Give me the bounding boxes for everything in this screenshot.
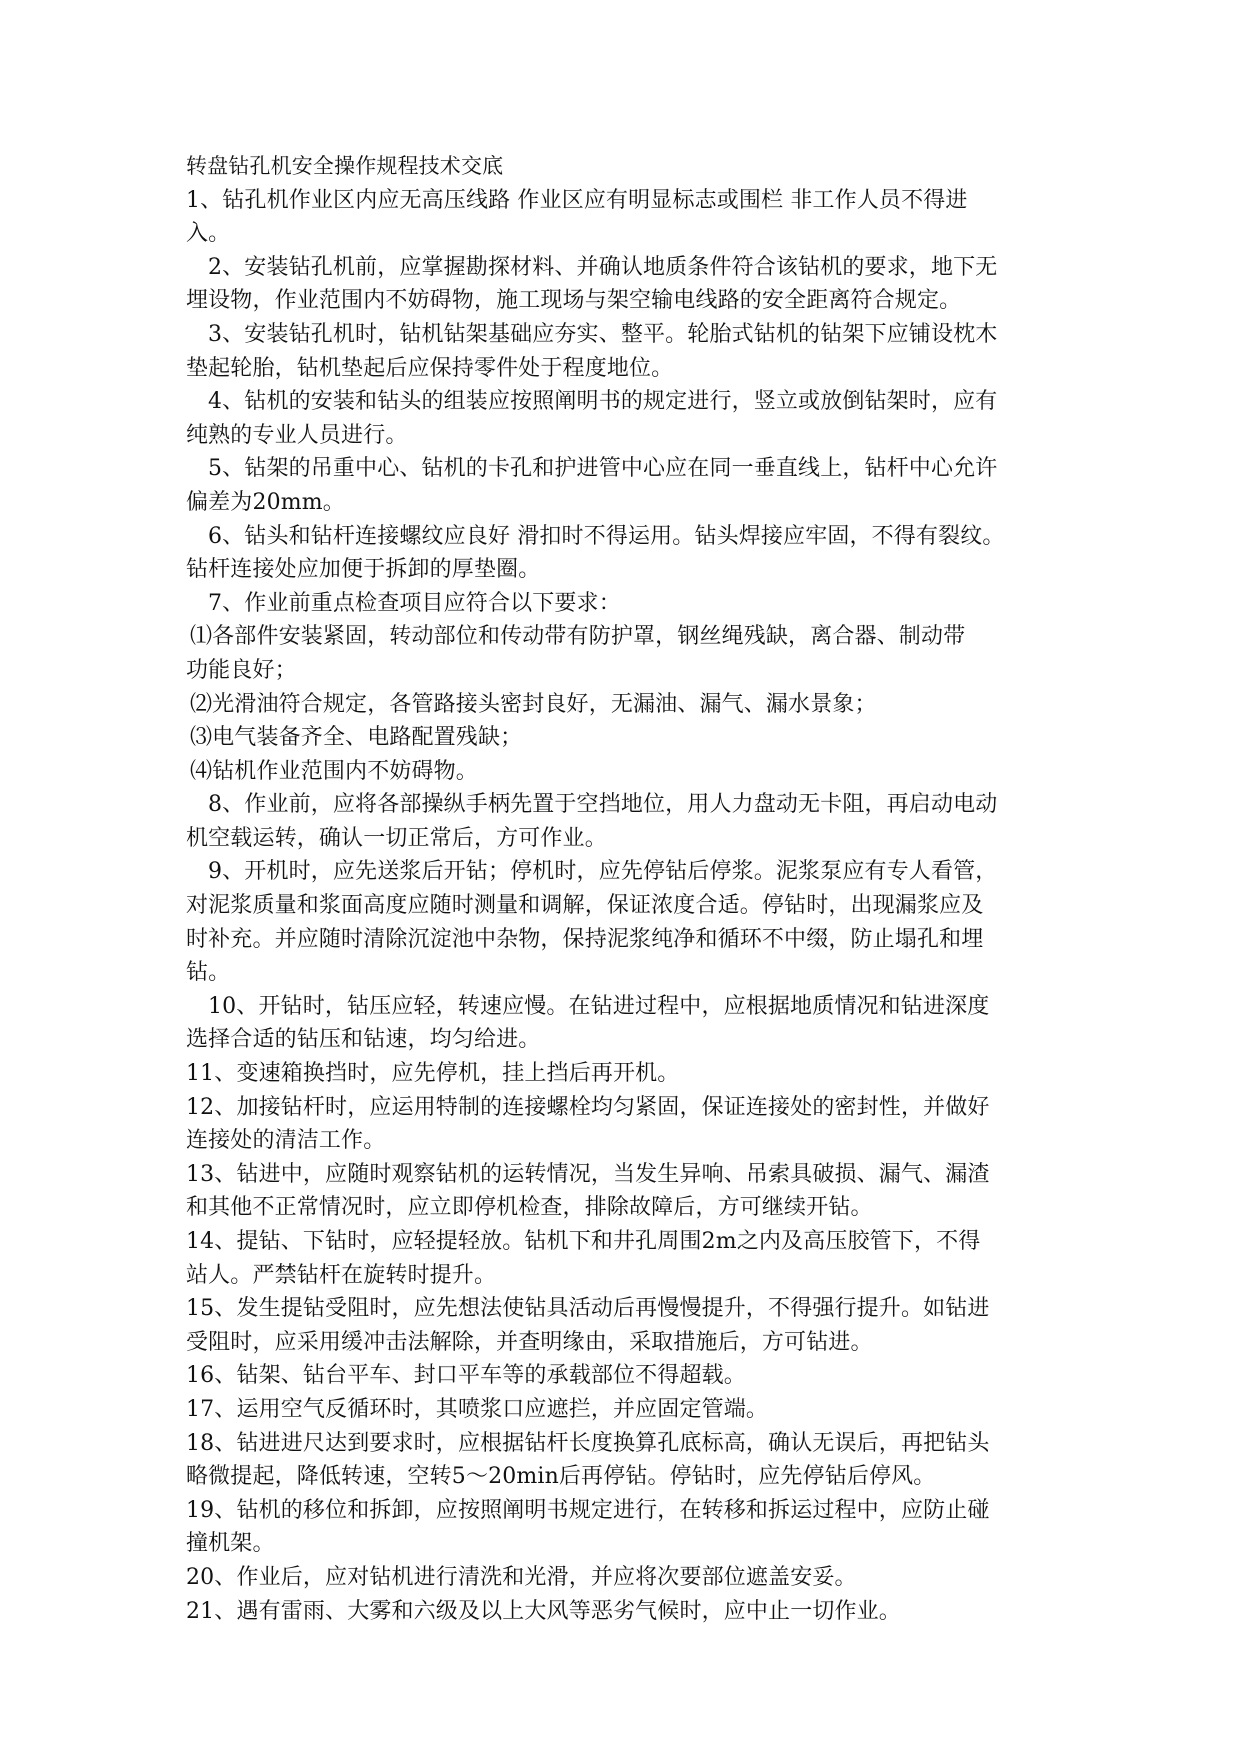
text-line: 对泥浆质量和浆面高度应随时测量和调解，保证浓度合适。停钻时，出现漏浆应及 <box>186 893 984 919</box>
text-line: 20、作业后，应对钻机进行清洗和光滑，并应将次要部位遮盖安妥。 <box>186 1564 857 1590</box>
text-line: 2、安装钻孔机前，应掌握勘探材料、并确认地质条件符合该钻机的要求，地下无 <box>208 254 998 280</box>
text-line: 1、钻孔机作业区内应无高压线路 作业区应有明显标志或围栏 非工作人员不得进 <box>186 187 968 213</box>
text-line: 7、作业前重点检查项目应符合以下要求： <box>208 590 621 616</box>
text-line: 12、加接钻杆时，应运用特制的连接螺栓均匀紧固，保证连接处的密封性，并做好 <box>186 1094 990 1120</box>
text-line: 14、提钻、下钻时，应轻提轻放。钻机下和井孔周围2m之内及高压胶管下，不得 <box>186 1229 981 1254</box>
text-line: 入。 <box>186 221 231 247</box>
text-line: 3、安装钻孔机时，钻机钻架基础应夯实、整平。轮胎式钻机的钻架下应铺设枕木 <box>208 321 998 347</box>
text-line: 垫起轮胎，钻机垫起后应保持零件处于程度地位。 <box>186 355 674 381</box>
text-line: 功能良好； <box>186 657 297 683</box>
text-line: 18、钻进进尺达到要求时，应根据钻杆长度换算孔底标高，确认无误后，再把钻头 <box>186 1430 990 1456</box>
text-line: 机空载运转，确认一切正常后，方可作业。 <box>186 825 607 851</box>
text-line: 9、开机时，应先送浆后开钻；停机时，应先停钻后停浆。泥浆泵应有专人看管， <box>208 859 998 885</box>
text-line: ⑵光滑油符合规定，各管路接头密封良好，无漏油、漏气、漏水景象； <box>190 691 877 717</box>
document-body <box>186 150 1106 1628</box>
text-line: 撞机架。 <box>186 1531 275 1557</box>
text-line: ⑷钻机作业范围内不妨碍物。 <box>190 758 478 784</box>
text-line: 13、钻进中，应随时观察钻机的运转情况，当发生异响、吊索具破损、漏气、漏渣 <box>186 1161 990 1187</box>
text-line: 和其他不正常情况时，应立即停机检查，排除故障后，方可继续开钻。 <box>186 1195 873 1221</box>
text-line: 钻。 <box>186 960 231 986</box>
text-line: 17、运用空气反循环时，其喷浆口应遮拦，并应固定管端。 <box>186 1396 769 1422</box>
text-line: 15、发生提钻受阻时，应先想法使钻具活动后再慢慢提升，不得强行提升。如钻进 <box>186 1296 990 1322</box>
text-line: 钻杆连接处应加便于拆卸的厚垫圈。 <box>186 557 541 583</box>
text-line: 连接处的清洁工作。 <box>186 1128 386 1154</box>
text-line: 10、开钻时，钻压应轻，转速应慢。在钻进过程中，应根据地质情况和钻进深度 <box>208 993 990 1019</box>
text-line: 受阻时，应采用缓冲击法解除，并查明缘由，采取措施后，方可钻进。 <box>186 1329 873 1355</box>
text-line: 略微提起，降低转速，空转5～20min后再停钻。停钻时，应先停钻后停风。 <box>186 1464 936 1490</box>
text-line: ⑴各部件安装紧固，转动部位和传动带有防护罩，钢丝绳残缺，离合器、制动带 <box>190 624 966 650</box>
text-line: 偏差为20mm。 <box>186 489 345 515</box>
text-line: 21、遇有雷雨、大雾和六级及以上大风等恶劣气候时，应中止一切作业。 <box>186 1598 901 1624</box>
text-line: 8、作业前，应将各部操纵手柄先置于空挡地位，用人力盘动无卡阻，再启动电动 <box>208 792 998 818</box>
text-line: 纯熟的专业人员进行。 <box>186 422 408 448</box>
text-line: 埋设物，作业范围内不妨碍物，施工现场与架空输电线路的安全距离符合规定。 <box>186 288 962 314</box>
text-line: ⑶电气装备齐全、电路配置残缺； <box>190 725 523 751</box>
text-line: 4、钻机的安装和钻头的组装应按照阐明书的规定进行，竖立或放倒钻架时，应有 <box>208 389 998 415</box>
text-line: 11、变速箱换挡时，应先停机，挂上挡后再开机。 <box>186 1061 680 1087</box>
text-line: 16、钻架、钻台平车、封口平车等的承载部位不得超载。 <box>186 1363 746 1389</box>
text-line: 19、钻机的移位和拆卸，应按照阐明书规定进行，在转移和拆运过程中，应防止碰 <box>186 1497 990 1523</box>
text-line: 5、钻架的吊重中心、钻机的卡孔和护进管中心应在同一垂直线上，钻杆中心允许 <box>208 456 998 482</box>
text-line: 时补充。并应随时清除沉淀池中杂物，保持泥浆纯净和循环不中缀，防止塌孔和埋 <box>186 926 984 952</box>
document-title: 转盘钻孔机安全操作规程技术交底 <box>186 154 504 178</box>
text-line: 6、钻头和钻杆连接螺纹应良好 滑扣时不得运用。钻头焊接应牢固，不得有裂纹。 <box>208 523 1005 549</box>
text-line: 站人。严禁钻杆在旋转时提升。 <box>186 1262 497 1288</box>
text-line: 选择合适的钻压和钻速，均匀给进。 <box>186 1027 541 1053</box>
